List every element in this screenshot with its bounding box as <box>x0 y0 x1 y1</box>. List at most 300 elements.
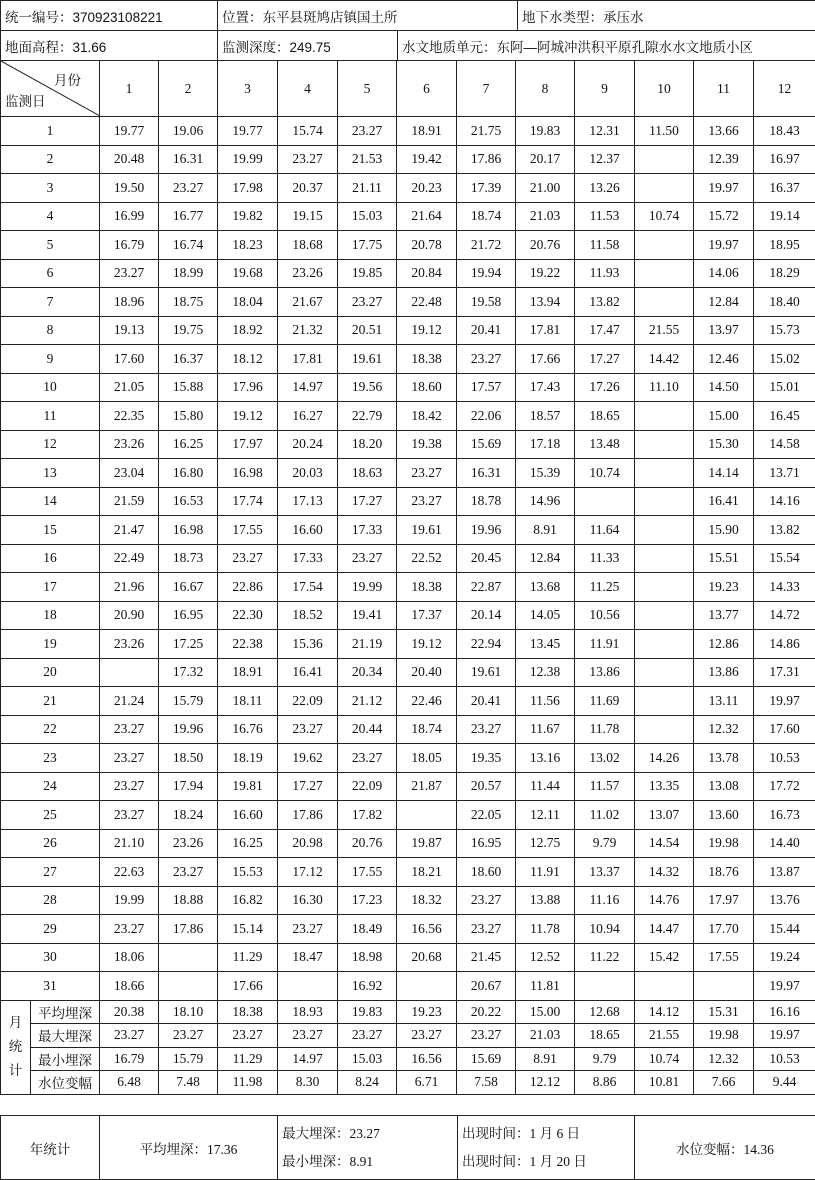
depth-cell: 17.81 <box>278 345 338 374</box>
depth-cell: 18.12 <box>218 345 278 374</box>
depth-cell: 18.05 <box>397 744 457 773</box>
depth-cell: 22.49 <box>100 544 159 573</box>
depth-cell: 16.37 <box>754 174 815 203</box>
depth-cell: 16.99 <box>100 202 159 231</box>
stat-value-cell: 8.86 <box>575 1071 635 1095</box>
day-label: 7 <box>1 288 100 317</box>
depth-cell: 16.25 <box>218 829 278 858</box>
depth-cell: 20.17 <box>516 145 575 174</box>
depth-cell: 15.39 <box>516 459 575 488</box>
depth-cell <box>635 544 694 573</box>
depth-cell: 19.97 <box>694 231 754 260</box>
yearly-max-depth: 最大埋深：23.27 <box>282 1120 457 1148</box>
depth-cell: 17.96 <box>218 373 278 402</box>
stat-value-cell: 23.27 <box>397 1024 457 1048</box>
depth-cell: 14.72 <box>754 601 815 630</box>
depth-cell: 21.19 <box>338 630 397 659</box>
yearly-min-time: 出现时间：1 月 20 日 <box>462 1148 634 1176</box>
depth-cell <box>159 972 218 1001</box>
day-label: 11 <box>1 402 100 431</box>
day-row <box>1 402 815 431</box>
day-axis-label: 监测日 <box>5 90 46 110</box>
stat-value-cell: 15.69 <box>457 1047 516 1071</box>
depth-cell: 15.51 <box>694 544 754 573</box>
month-header-row <box>1 61 815 117</box>
depth-cell: 13.26 <box>575 174 635 203</box>
depth-cell: 12.84 <box>516 544 575 573</box>
day-label: 5 <box>1 231 100 260</box>
depth-cell: 20.24 <box>278 430 338 459</box>
depth-cell: 22.46 <box>397 687 457 716</box>
day-label: 8 <box>1 316 100 345</box>
depth-cell: 18.74 <box>457 202 516 231</box>
yearly-min-depth: 最小埋深：8.91 <box>282 1148 457 1176</box>
depth-cell: 16.25 <box>159 430 218 459</box>
day-label: 1 <box>1 117 100 146</box>
day-label: 2 <box>1 145 100 174</box>
depth-cell: 23.27 <box>338 544 397 573</box>
depth-cell: 17.74 <box>218 487 278 516</box>
day-row <box>1 430 815 459</box>
stat-value-cell: 12.32 <box>694 1047 754 1071</box>
depth-cell: 15.90 <box>694 516 754 545</box>
depth-cell: 23.27 <box>100 715 159 744</box>
depth-cell: 19.87 <box>397 829 457 858</box>
month-header-cell: 1 <box>100 61 159 117</box>
depth-cell: 18.91 <box>397 117 457 146</box>
depth-cell: 23.27 <box>100 915 159 944</box>
stat-value-cell: 16.79 <box>100 1047 159 1071</box>
day-label: 18 <box>1 601 100 630</box>
depth-cell: 13.68 <box>516 573 575 602</box>
depth-cell: 20.34 <box>338 658 397 687</box>
depth-cell: 23.27 <box>397 459 457 488</box>
day-row <box>1 943 815 972</box>
day-label: 6 <box>1 259 100 288</box>
depth-cell: 19.82 <box>218 202 278 231</box>
depth-cell: 14.40 <box>754 829 815 858</box>
depth-cell: 17.12 <box>278 858 338 887</box>
depth-cell: 11.16 <box>575 886 635 915</box>
day-row <box>1 886 815 915</box>
stat-value-cell: 6.71 <box>397 1071 457 1095</box>
day-label: 26 <box>1 829 100 858</box>
depth-cell: 21.00 <box>516 174 575 203</box>
depth-cell <box>694 972 754 1001</box>
depth-cell: 23.27 <box>338 117 397 146</box>
depth-cell: 16.60 <box>278 516 338 545</box>
depth-cell: 18.75 <box>159 288 218 317</box>
depth-cell: 17.27 <box>338 487 397 516</box>
depth-cell: 16.74 <box>159 231 218 260</box>
depth-cell: 22.94 <box>457 630 516 659</box>
depth-cell: 12.86 <box>694 630 754 659</box>
depth-cell: 14.97 <box>278 373 338 402</box>
depth-cell: 15.14 <box>218 915 278 944</box>
stat-value-cell: 23.27 <box>278 1024 338 1048</box>
corner-diagonal-header <box>1 61 100 117</box>
depth-cell: 17.26 <box>575 373 635 402</box>
depth-cell: 18.29 <box>754 259 815 288</box>
depth-cell: 18.99 <box>159 259 218 288</box>
depth-cell <box>635 972 694 1001</box>
depth-cell: 23.27 <box>159 858 218 887</box>
depth-cell: 22.35 <box>100 402 159 431</box>
depth-cell <box>635 715 694 744</box>
depth-cell: 12.32 <box>694 715 754 744</box>
depth-cell: 16.95 <box>159 601 218 630</box>
depth-cell <box>635 687 694 716</box>
depth-cell <box>635 145 694 174</box>
depth-cell: 16.98 <box>159 516 218 545</box>
depth-cell: 23.27 <box>457 715 516 744</box>
depth-cell: 17.23 <box>338 886 397 915</box>
stat-value-cell: 11.98 <box>218 1071 278 1095</box>
depth-cell: 17.60 <box>754 715 815 744</box>
stat-value-cell: 12.12 <box>516 1071 575 1095</box>
depth-cell: 21.03 <box>516 202 575 231</box>
stat-value-cell: 15.00 <box>516 1000 575 1024</box>
depth-cell: 22.30 <box>218 601 278 630</box>
depth-cell <box>100 658 159 687</box>
day-label: 13 <box>1 459 100 488</box>
depth-cell: 19.24 <box>754 943 815 972</box>
depth-cell: 11.44 <box>516 772 575 801</box>
depth-cell: 18.49 <box>338 915 397 944</box>
depth-cell: 21.24 <box>100 687 159 716</box>
depth-cell: 23.27 <box>338 288 397 317</box>
depth-cell: 17.32 <box>159 658 218 687</box>
depth-cell: 23.26 <box>278 259 338 288</box>
depth-cell: 16.77 <box>159 202 218 231</box>
depth-cell: 16.82 <box>218 886 278 915</box>
yearly-stats-table <box>0 1115 815 1180</box>
depth-cell: 12.46 <box>694 345 754 374</box>
depth-cell: 18.73 <box>159 544 218 573</box>
depth-cell <box>397 801 457 830</box>
depth-cell: 17.33 <box>278 544 338 573</box>
yearly-water-range: 水位变幅：14.36 <box>635 1116 815 1180</box>
depth-cell: 18.24 <box>159 801 218 830</box>
stat-value-cell: 18.93 <box>278 1000 338 1024</box>
day-row <box>1 858 815 887</box>
depth-cell <box>278 972 338 1001</box>
day-row <box>1 288 815 317</box>
depth-cell: 13.76 <box>754 886 815 915</box>
day-label: 28 <box>1 886 100 915</box>
depth-cell: 19.38 <box>397 430 457 459</box>
day-label: 14 <box>1 487 100 516</box>
depth-cell: 19.68 <box>218 259 278 288</box>
depth-cell: 20.57 <box>457 772 516 801</box>
depth-cell: 22.09 <box>278 687 338 716</box>
depth-cell: 15.42 <box>635 943 694 972</box>
depth-cell: 17.97 <box>694 886 754 915</box>
depth-cell: 23.27 <box>457 915 516 944</box>
day-row <box>1 487 815 516</box>
day-row <box>1 544 815 573</box>
depth-cell: 22.06 <box>457 402 516 431</box>
depth-cell: 14.47 <box>635 915 694 944</box>
depth-cell: 19.97 <box>754 972 815 1001</box>
depth-cell: 13.48 <box>575 430 635 459</box>
day-label: 25 <box>1 801 100 830</box>
day-label: 20 <box>1 658 100 687</box>
depth-cell: 11.91 <box>516 858 575 887</box>
stat-value-cell: 8.30 <box>278 1071 338 1095</box>
depth-cell: 16.60 <box>218 801 278 830</box>
depth-cell: 10.74 <box>635 202 694 231</box>
depth-cell: 21.87 <box>397 772 457 801</box>
station-id: 统一编号：370923108221 <box>1 1 218 31</box>
depth-cell: 20.76 <box>338 829 397 858</box>
depth-cell: 11.29 <box>218 943 278 972</box>
depth-cell: 21.53 <box>338 145 397 174</box>
depth-cell: 15.03 <box>338 202 397 231</box>
depth-cell: 15.36 <box>278 630 338 659</box>
depth-cell <box>635 174 694 203</box>
depth-cell: 20.68 <box>397 943 457 972</box>
depth-cell: 20.23 <box>397 174 457 203</box>
stat-value-cell: 14.97 <box>278 1047 338 1071</box>
day-label: 10 <box>1 373 100 402</box>
depth-cell: 19.13 <box>100 316 159 345</box>
depth-cell <box>635 459 694 488</box>
depth-cell: 20.40 <box>397 658 457 687</box>
depth-cell: 12.38 <box>516 658 575 687</box>
depth-cell: 19.81 <box>218 772 278 801</box>
depth-cell: 18.19 <box>218 744 278 773</box>
depth-cell <box>635 288 694 317</box>
depth-cell: 23.27 <box>100 744 159 773</box>
depth-cell: 22.05 <box>457 801 516 830</box>
depth-cell <box>635 601 694 630</box>
depth-cell <box>635 573 694 602</box>
depth-cell: 19.94 <box>457 259 516 288</box>
depth-cell: 16.76 <box>218 715 278 744</box>
depth-cell: 15.80 <box>159 402 218 431</box>
depth-cell: 19.61 <box>338 345 397 374</box>
depth-cell: 14.33 <box>754 573 815 602</box>
depth-cell: 11.58 <box>575 231 635 260</box>
depth-cell: 23.26 <box>159 829 218 858</box>
day-row <box>1 829 815 858</box>
depth-cell: 17.98 <box>218 174 278 203</box>
stat-value-cell: 19.97 <box>754 1024 815 1048</box>
depth-cell: 17.55 <box>218 516 278 545</box>
stat-value-cell: 8.91 <box>516 1047 575 1071</box>
month-header-cell: 12 <box>754 61 815 117</box>
depth-cell: 14.76 <box>635 886 694 915</box>
depth-cell: 17.81 <box>516 316 575 345</box>
ground-elevation: 地面高程：31.66 <box>1 31 218 61</box>
depth-cell: 18.04 <box>218 288 278 317</box>
depth-cell <box>635 430 694 459</box>
depth-cell: 16.37 <box>159 345 218 374</box>
depth-cell: 22.09 <box>338 772 397 801</box>
depth-cell: 21.59 <box>100 487 159 516</box>
depth-cell: 13.82 <box>575 288 635 317</box>
day-row <box>1 259 815 288</box>
day-row <box>1 972 815 1001</box>
day-label: 15 <box>1 516 100 545</box>
monthly-stats-char: 统 <box>1 1035 30 1059</box>
stat-row <box>1 1024 815 1048</box>
depth-cell: 13.77 <box>694 601 754 630</box>
stat-value-cell: 9.79 <box>575 1047 635 1071</box>
stat-value-cell: 23.27 <box>218 1024 278 1048</box>
stat-value-cell: 23.27 <box>100 1024 159 1048</box>
stat-value-cell: 19.98 <box>694 1024 754 1048</box>
day-row <box>1 601 815 630</box>
day-row <box>1 715 815 744</box>
yearly-label: 年统计 <box>1 1116 100 1180</box>
stat-value-cell: 14.12 <box>635 1000 694 1024</box>
depth-cell: 11.33 <box>575 544 635 573</box>
depth-cell: 21.96 <box>100 573 159 602</box>
depth-cell: 16.56 <box>397 915 457 944</box>
depth-cell: 18.47 <box>278 943 338 972</box>
depth-cell: 11.78 <box>516 915 575 944</box>
monitoring-depth: 监测深度：249.75 <box>218 31 398 61</box>
depth-cell: 18.65 <box>575 402 635 431</box>
depth-cell: 12.37 <box>575 145 635 174</box>
day-row <box>1 801 815 830</box>
depth-cell <box>635 259 694 288</box>
stat-name: 水位变幅 <box>31 1071 100 1095</box>
depth-cell: 16.27 <box>278 402 338 431</box>
yearly-avg-depth: 平均埋深：17.36 <box>100 1116 278 1180</box>
depth-cell: 18.60 <box>457 858 516 887</box>
depth-cell: 13.97 <box>694 316 754 345</box>
stat-value-cell: 23.27 <box>457 1024 516 1048</box>
depth-cell: 22.52 <box>397 544 457 573</box>
depth-cell: 13.78 <box>694 744 754 773</box>
depth-cell: 16.45 <box>754 402 815 431</box>
depth-cell: 13.66 <box>694 117 754 146</box>
yearly-max-time: 出现时间：1 月 6 日 <box>462 1120 634 1148</box>
depth-cell: 15.72 <box>694 202 754 231</box>
depth-cell: 18.60 <box>397 373 457 402</box>
month-header-cell: 10 <box>635 61 694 117</box>
depth-cell: 13.71 <box>754 459 815 488</box>
depth-cell: 17.60 <box>100 345 159 374</box>
depth-cell: 18.42 <box>397 402 457 431</box>
depth-cell: 17.33 <box>338 516 397 545</box>
depth-cell: 19.99 <box>338 573 397 602</box>
depth-cell: 20.84 <box>397 259 457 288</box>
day-row <box>1 630 815 659</box>
depth-cell: 19.42 <box>397 145 457 174</box>
depth-cell: 16.73 <box>754 801 815 830</box>
depth-cell: 22.38 <box>218 630 278 659</box>
depth-cell: 20.78 <box>397 231 457 260</box>
depth-cell: 13.87 <box>754 858 815 887</box>
daily-depth-table <box>0 60 815 1095</box>
stat-value-cell: 21.55 <box>635 1024 694 1048</box>
depth-cell: 10.94 <box>575 915 635 944</box>
depth-cell: 17.55 <box>694 943 754 972</box>
day-row <box>1 145 815 174</box>
depth-cell: 23.27 <box>100 259 159 288</box>
depth-cell: 13.37 <box>575 858 635 887</box>
depth-cell: 21.55 <box>635 316 694 345</box>
depth-cell <box>635 630 694 659</box>
depth-cell: 13.45 <box>516 630 575 659</box>
depth-cell: 21.67 <box>278 288 338 317</box>
depth-cell: 23.27 <box>278 915 338 944</box>
depth-cell: 17.37 <box>397 601 457 630</box>
depth-cell: 17.47 <box>575 316 635 345</box>
depth-cell: 15.74 <box>278 117 338 146</box>
depth-cell: 8.91 <box>516 516 575 545</box>
monthly-stats-char: 月 <box>1 1011 30 1035</box>
depth-cell: 12.11 <box>516 801 575 830</box>
stat-name: 最小埋深 <box>31 1047 100 1071</box>
depth-cell: 10.53 <box>754 744 815 773</box>
depth-cell: 17.54 <box>278 573 338 602</box>
station-location: 位置：东平县斑鸠店镇国土所 <box>218 1 518 31</box>
depth-cell: 17.31 <box>754 658 815 687</box>
depth-cell: 19.22 <box>516 259 575 288</box>
depth-cell: 13.11 <box>694 687 754 716</box>
depth-cell: 13.16 <box>516 744 575 773</box>
depth-cell: 18.20 <box>338 430 397 459</box>
day-label: 17 <box>1 573 100 602</box>
depth-cell: 17.13 <box>278 487 338 516</box>
depth-cell: 19.97 <box>754 687 815 716</box>
day-row <box>1 202 815 231</box>
depth-cell: 14.96 <box>516 487 575 516</box>
depth-cell: 18.91 <box>218 658 278 687</box>
depth-cell: 17.66 <box>516 345 575 374</box>
stat-value-cell: 19.83 <box>338 1000 397 1024</box>
depth-cell: 16.31 <box>159 145 218 174</box>
depth-cell: 18.11 <box>218 687 278 716</box>
month-header-cell: 3 <box>218 61 278 117</box>
depth-cell <box>635 231 694 260</box>
stat-value-cell: 18.38 <box>218 1000 278 1024</box>
depth-cell: 21.11 <box>338 174 397 203</box>
month-header-cell: 9 <box>575 61 635 117</box>
day-row <box>1 231 815 260</box>
stat-value-cell: 7.66 <box>694 1071 754 1095</box>
depth-cell: 14.16 <box>754 487 815 516</box>
depth-cell: 19.58 <box>457 288 516 317</box>
depth-cell: 13.02 <box>575 744 635 773</box>
depth-cell: 20.51 <box>338 316 397 345</box>
depth-cell: 20.76 <box>516 231 575 260</box>
depth-cell: 16.98 <box>218 459 278 488</box>
depth-cell <box>635 658 694 687</box>
depth-cell: 19.98 <box>694 829 754 858</box>
stat-row <box>1 1047 815 1071</box>
depth-cell: 14.06 <box>694 259 754 288</box>
depth-cell: 15.73 <box>754 316 815 345</box>
stat-value-cell: 23.27 <box>338 1024 397 1048</box>
depth-cell: 11.81 <box>516 972 575 1001</box>
depth-cell: 19.56 <box>338 373 397 402</box>
depth-cell: 22.79 <box>338 402 397 431</box>
depth-cell: 11.25 <box>575 573 635 602</box>
depth-cell: 18.78 <box>457 487 516 516</box>
depth-cell: 17.25 <box>159 630 218 659</box>
stat-value-cell: 16.16 <box>754 1000 815 1024</box>
stat-value-cell: 7.58 <box>457 1071 516 1095</box>
depth-cell: 11.91 <box>575 630 635 659</box>
depth-cell: 17.27 <box>278 772 338 801</box>
depth-cell: 18.50 <box>159 744 218 773</box>
